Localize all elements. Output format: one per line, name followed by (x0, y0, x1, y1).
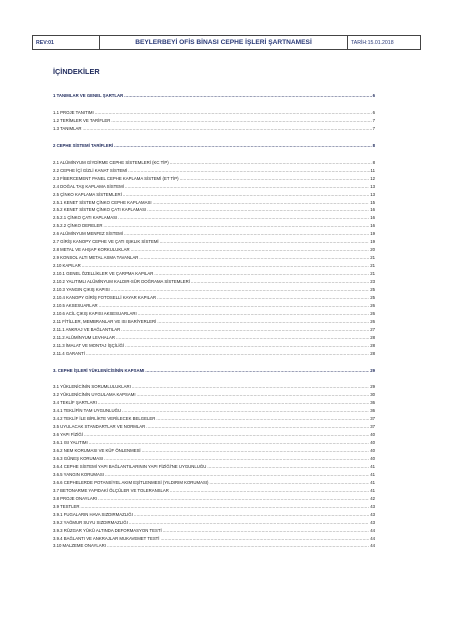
toc-entry-label: 3.9.1 FUGALARIN HAVA SIZDIRMAZLIĞI (53, 511, 133, 517)
toc-page-number: 6 (372, 93, 375, 98)
toc-leader-dots (163, 527, 370, 534)
toc-entry[interactable] (53, 246, 375, 253)
toc-entry-label: 2.1 ALÜMİNYUM GİYDİRME CEPHE SİSTEMLERİ (KC TİP) (53, 159, 169, 165)
toc-leader-dots (157, 294, 369, 301)
toc-entry[interactable] (53, 487, 375, 494)
toc-page-number: 40 (370, 432, 375, 438)
toc-page-number: 7 (372, 117, 375, 123)
toc-entry-label: 3.1 YÜKLENİCİNİN SORUMLULUKLARI (53, 384, 131, 390)
toc-entry-label: 3.10 MALZEME ONAYLARI (53, 543, 106, 549)
toc-entry[interactable] (53, 503, 375, 510)
toc-entry-label: 3.9.3 RÜZGAR YÜKÜ ALTINDA DEFORMASYON TESTİ (53, 527, 162, 533)
toc-entry[interactable] (53, 222, 375, 229)
toc-leader-dots (207, 463, 369, 470)
toc-entry-label: 2.6 ALÜMİNYUM MENFEZ SİSTEMİ (53, 231, 123, 237)
toc-entry[interactable] (53, 391, 375, 398)
toc-entry[interactable] (53, 206, 375, 213)
toc-leader-dots (95, 109, 372, 116)
toc-page-number: 43 (370, 511, 375, 517)
toc-entry[interactable] (53, 238, 375, 245)
toc-leader-dots (154, 270, 369, 277)
toc-leader-dots (122, 407, 369, 414)
toc-entry[interactable] (53, 415, 375, 422)
toc-entry[interactable] (53, 117, 375, 124)
toc-leader-dots (138, 310, 370, 317)
toc-page-number: 25 (370, 294, 375, 300)
toc-entry[interactable] (53, 423, 375, 430)
toc-entry-label: 3.6.6 CEPHELERDE POTANSİYEL AKIM EŞİTLENMESİ (YILDIRIM KORUMASI) (53, 479, 209, 485)
toc-leader-dots (153, 199, 370, 206)
toc-leader-dots (156, 415, 369, 422)
toc-leader-dots (191, 278, 369, 285)
toc-page-number: 21 (370, 271, 375, 277)
toc-entry-label: 2.9 KONSOL ALTI METAL ASMA TAVANLAR (53, 255, 139, 261)
toc-entry[interactable] (53, 191, 375, 198)
toc-entry-label: 2.11.1 ANKRAJ VE BAĞLANTILAR (53, 326, 121, 332)
toc-leader-dots (103, 222, 369, 229)
toc-entry-label: 2.10.2 YALITIMLI ALÜMİNYUM KALDIR-SÜR DOĞRAMA SİSTEMLERİ (53, 279, 190, 284)
toc-page-number: 16 (370, 223, 375, 229)
toc-leader-dots (131, 246, 370, 253)
toc-entry-label: 3.9.2 YAĞMUR SUYU SIZDIRMAZLIĞI (53, 519, 128, 525)
document-title: BEYLERBEYİ OFİS BİNASI CEPHE İŞLERİ ŞARTNAMESİ (100, 36, 348, 50)
toc-entry-label: 2.10.1 GENEL ÖZELLİKLER VE ÇARPMA KAPILAR (53, 271, 154, 277)
toc-entry-label: 2 CEPHE SİSTEMİ TARİFLERİ (53, 142, 114, 148)
toc-page-number: 11 (370, 167, 375, 173)
toc-entry[interactable] (53, 334, 375, 341)
toc-leader-dots (99, 302, 370, 309)
toc-page-number: 21 (370, 263, 375, 269)
toc-page-number: 19 (370, 239, 375, 245)
toc-entry[interactable] (53, 511, 375, 518)
toc-page-number: 28 (370, 350, 375, 356)
toc-page-number: 42 (370, 495, 375, 501)
toc-leader-dots (105, 471, 369, 478)
toc-entry-label: 2.10.5 AKSESUARLAR (53, 302, 98, 308)
toc-entry-label: 2.3 FİBERCEMENT PANEL CEPHE KAPLAMA SİSTEMİ (ET TİP) (53, 175, 179, 181)
toc-entry-label: 3.4.2 TEKLİF İLE BİRLİKTE VERİLECEK BELGELER (53, 416, 156, 422)
toc-leader-dots (146, 423, 369, 430)
toc-entry-label: 2.2 CEPHE İÇİ GİZLİ KANAT SİSTEMİ (53, 167, 128, 173)
toc-entry-label: 2.8 METAL VE AHŞAP KORKULUKLAR (53, 247, 130, 253)
toc-page-number: 20 (370, 247, 375, 253)
toc-leader-dots (104, 455, 369, 462)
toc-leader-dots (80, 503, 369, 510)
toc-entry-label: 2.7 GİRİŞ KANOPY CEPHE VE ÇATI IŞIKLIK SİSTEMİ (53, 239, 159, 245)
toc-entry[interactable] (53, 230, 375, 237)
toc-entry-label: 3.6.3 GÜNEŞ KORUMASI (53, 456, 104, 461)
toc-entry-label: 2.10.4 KANOPY GİRİŞ FOTOSELLİ KAYAR KAPILAR (53, 294, 157, 300)
toc-page-number: 13 (370, 191, 375, 197)
toc-entry-label: 1.1 PROJE TANITIMI (53, 109, 94, 115)
toc-page-number: 41 (370, 487, 375, 493)
document-header-table (32, 35, 421, 50)
toc-entry-label: 1.3 TANIMLAR (53, 125, 82, 131)
toc-entry-label: 3.7 BETONARME YAPIDAKİ ÖLÇÜLER VE TOLERANSLAR (53, 487, 169, 493)
toc-page-number: 40 (370, 456, 375, 461)
toc-entry-label: 3.6.1 ISI YALITIMI (53, 440, 88, 446)
toc-page-number: 7 (372, 125, 375, 131)
toc-entry-label: 3.4 TEKLİF ŞARTLARI (53, 400, 97, 406)
toc-page-number: 12 (370, 175, 375, 181)
toc-entry[interactable] (53, 125, 375, 132)
toc-page-number: 40 (370, 440, 375, 446)
toc-entry[interactable] (53, 286, 375, 293)
toc-entry-label: 1.2 TERİMLER VE TARİFLER (53, 117, 111, 123)
toc-entry-label: 3.4.1 TEKLİFİN TAM UYGUNLUĞU (53, 408, 122, 414)
toc-page-number: 41 (370, 463, 375, 469)
toc-entry-label: 2.11.2 ALÜMİNYUM LEVHALAR (53, 334, 116, 340)
toc-entry-label: 3.6.4 CEPHE SİSTEMİ YAPI BAĞLANTILARININ YAPI FİZİĞİ'NE UYGUNLUĞU (53, 463, 207, 469)
toc-entry[interactable] (53, 109, 375, 116)
toc-leader-dots (89, 439, 370, 446)
toc-page-number: 29 (370, 384, 375, 390)
toc-entry-label: 3.6.2 NEM KORUMASI VE KÜF ÖNLENMESİ (53, 448, 141, 454)
toc-entry-label: 2.5.2.2 ÇİNKO DERELER (53, 223, 103, 229)
toc-section-entry[interactable] (53, 142, 375, 149)
toc-page-number: 37 (370, 416, 375, 422)
toc-leader-dots (123, 191, 369, 198)
toc-entry-label: 3.9.4 BAĞLANTI VE ANKRAJLAR MUKAVEMET TESTİ (53, 535, 160, 541)
toc-leader-dots (116, 334, 369, 341)
toc-entry-label: 2.11.4 GARANTİ (53, 350, 85, 356)
toc-entry[interactable] (53, 383, 375, 390)
toc-page-number: 41 (370, 471, 375, 477)
toc-page-number: 16 (370, 215, 375, 221)
toc-entry-label: 2.5 ÇİNKO KAPLAMA SİSTEMLERİ (53, 191, 122, 197)
toc-leader-dots (118, 214, 369, 221)
toc-leader-dots (84, 431, 369, 438)
toc-leader-dots (124, 230, 369, 237)
toc-leader-dots (125, 342, 369, 349)
toc-entry-label: 2.10 KAPILAR (53, 263, 81, 269)
toc-page-number: 30 (370, 392, 375, 398)
toc-page-number: 15 (370, 199, 375, 205)
toc-leader-dots (128, 167, 369, 174)
toc-leader-dots (82, 262, 370, 269)
toc-leader-dots (134, 511, 369, 518)
toc-entry-label: 3.6.5 YANGIN KORUMASI (53, 471, 104, 477)
toc-page-number: 44 (370, 543, 375, 549)
toc-entry[interactable] (53, 294, 375, 301)
toc-entry[interactable] (53, 326, 375, 333)
toc-section-entry[interactable] (53, 367, 375, 374)
toc-leader-dots (86, 350, 369, 357)
toc-entry[interactable] (53, 342, 375, 349)
toc-entry[interactable] (53, 214, 375, 221)
toc-leader-dots (114, 142, 372, 149)
toc-entry[interactable] (53, 455, 375, 462)
toc-page-number: 44 (370, 527, 375, 533)
toc-leader-dots (170, 159, 372, 166)
toc-entry[interactable] (53, 310, 375, 317)
toc-entry-label: 3. CEPHE İŞLERİ YÜKLENİCİSİNİN KAPSAMI (53, 367, 145, 373)
document-date: TARİH:15.01.2018 (348, 36, 421, 50)
toc-page-number: 25 (370, 286, 375, 292)
toc-entry-label: 2.5.2 KENET SİSTEM ÇİNKO ÇATI KAPLAMASI (53, 207, 147, 213)
toc-entry[interactable] (53, 527, 375, 534)
toc-leader-dots (137, 391, 370, 398)
toc-entry[interactable] (53, 159, 375, 166)
toc-page-number: 40 (370, 448, 375, 454)
toc-entry[interactable] (53, 495, 375, 502)
toc-entry[interactable] (53, 175, 375, 182)
toc-leader-dots (129, 519, 369, 526)
toc-entry[interactable] (53, 463, 375, 470)
toc-entry-label: 2.4 DOĞAL TAŞ KAPLAMA SİSTEMİ (53, 183, 124, 189)
toc-leader-dots (160, 238, 370, 245)
toc-page-number: 26 (370, 302, 375, 308)
toc-entry[interactable] (53, 350, 375, 357)
toc-entry[interactable] (53, 519, 375, 526)
toc-page-number: 36 (370, 408, 375, 414)
toc-entry-label: 2.5.1 KENET SİSTEM ÇİNKO CEPHE KAPLAMASI (53, 199, 152, 205)
toc-page-number: 26 (370, 318, 375, 324)
toc-entry[interactable] (53, 535, 375, 542)
toc-leader-dots (111, 286, 370, 293)
toc-entry[interactable] (53, 447, 375, 454)
toc-leader-dots (180, 175, 370, 182)
toc-page-number: 13 (370, 183, 375, 189)
toc-leader-dots (121, 326, 369, 333)
toc-page-number: 28 (370, 342, 375, 348)
toc-entry[interactable] (53, 542, 375, 549)
toc-leader-dots (111, 117, 371, 124)
toc-leader-dots (145, 367, 369, 374)
toc-page-number: 23 (370, 279, 375, 284)
toc-page-number: 6 (372, 109, 375, 115)
toc-entry-label: 2.11 FİTİLLER, MEMBRANLAR VE ISI BARİYERLERİ (53, 318, 157, 324)
toc-page-number: 36 (370, 400, 375, 406)
toc-entry-label: 2.10.3 YANGIN ÇIKIŞ KAPISI (53, 286, 110, 292)
toc-entry[interactable] (53, 199, 375, 206)
toc-entry-label: 3.8 PROJE ONAYLARI (53, 495, 98, 501)
revision-label: REV:01 (33, 36, 100, 50)
toc-leader-dots (147, 206, 369, 213)
toc-leader-dots (170, 487, 369, 494)
toc-page-number: 19 (370, 231, 375, 237)
toc-page-number: 28 (370, 334, 375, 340)
toc-page-number: 37 (370, 424, 375, 430)
toc-entry[interactable] (53, 318, 375, 325)
toc-entry[interactable] (53, 431, 375, 438)
toc-entry[interactable] (53, 254, 375, 261)
toc-entry[interactable] (53, 270, 375, 277)
toc-leader-dots (83, 125, 372, 132)
toc-entry[interactable] (53, 439, 375, 446)
toc-entry-label: 1 TANIMLAR VE GENEL ŞARTLAR (53, 93, 124, 98)
toc-page-number: 29 (370, 367, 375, 373)
toc-leader-dots (142, 447, 370, 454)
toc-entry[interactable] (53, 471, 375, 478)
toc-leader-dots (124, 92, 371, 99)
toc-entry[interactable] (53, 479, 375, 486)
toc-entry-label: 3.6 YAPI FİZİĞİ (53, 432, 83, 438)
toc-page-number: 26 (370, 310, 375, 316)
toc-entry-label: 3.5 UYULACAK STANDARTLAR VE NORMLAR (53, 424, 146, 430)
toc-page-number: 8 (372, 159, 375, 165)
toc-entry[interactable] (53, 278, 375, 285)
toc-leader-dots (107, 542, 369, 549)
toc-page-number: 44 (370, 535, 375, 541)
toc-entry[interactable] (53, 399, 375, 406)
toc-leader-dots (209, 479, 369, 486)
toc-page-number: 21 (370, 255, 375, 261)
toc-leader-dots (132, 383, 369, 390)
toc-entry[interactable] (53, 262, 375, 269)
toc-entry-label: 3.9 TESTLER (53, 503, 80, 509)
toc-page-number: 43 (370, 519, 375, 525)
toc-leader-dots (125, 183, 369, 190)
toc-section-entry[interactable] (53, 92, 375, 99)
toc-page-number: 43 (370, 503, 375, 509)
toc-entry-label: 2.10.6 ACİL ÇIKIŞ KAPISI AKSESUARLARI (53, 310, 137, 316)
toc-entry[interactable] (53, 167, 375, 174)
toc-leader-dots (139, 254, 369, 261)
toc-page-number: 41 (370, 479, 375, 485)
toc-entry[interactable] (53, 302, 375, 309)
toc-leader-dots (157, 318, 369, 325)
toc-page-number: 27 (370, 326, 375, 332)
toc-entry-label: 3.2 YÜKLENİCİNİN UYGULAMA KAPSAMI (53, 392, 136, 398)
toc-heading: İÇİNDEKİLER (53, 67, 100, 76)
toc-entry[interactable] (53, 407, 375, 414)
toc-entry[interactable] (53, 183, 375, 190)
toc-leader-dots (98, 399, 369, 406)
toc-page-number: 16 (370, 207, 375, 213)
toc-entry-label: 2.11.3 İMALAT VE MONTAJ İŞÇİLİĞİ (53, 342, 125, 348)
toc-leader-dots (161, 535, 370, 542)
toc-leader-dots (98, 495, 369, 502)
toc-page-number: 8 (372, 142, 375, 148)
toc-entry-label: 2.5.2.1 ÇİNKO ÇATI KAPLAMASI (53, 215, 118, 221)
